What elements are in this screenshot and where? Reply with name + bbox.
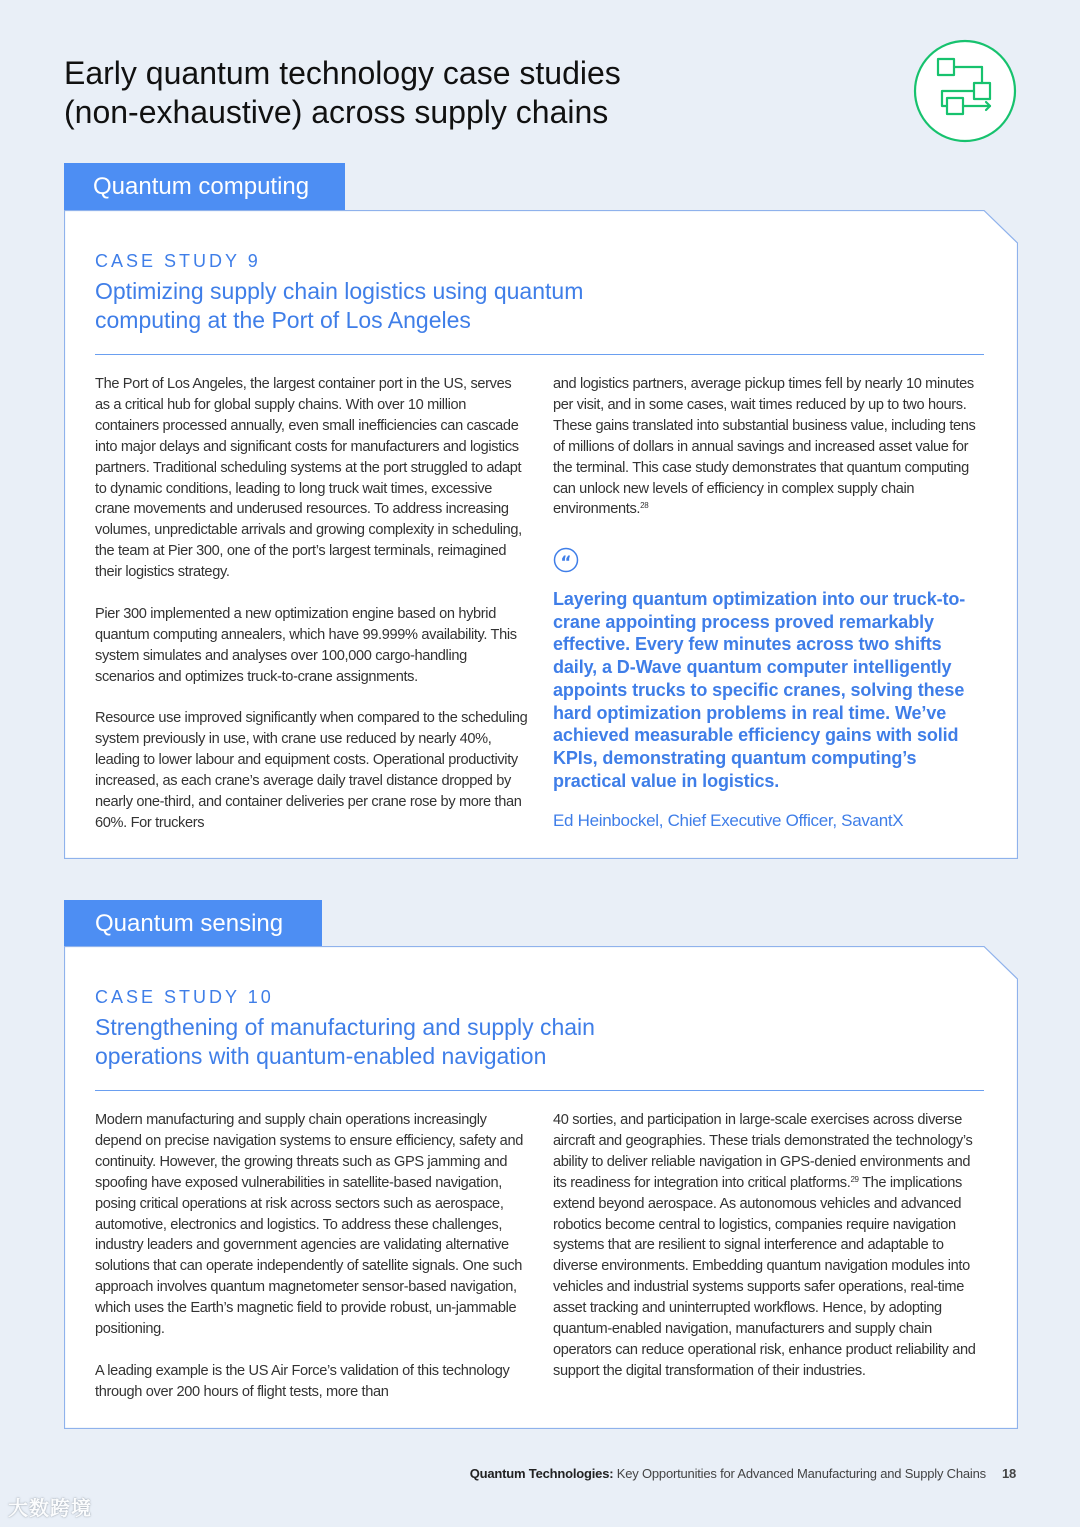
section-tab-quantum-sensing xyxy=(64,900,322,948)
case-title-line-1: Strengthening of manufacturing and supply chain xyxy=(95,1014,595,1040)
right-column xyxy=(553,1110,987,1382)
process-flow-icon xyxy=(912,38,1018,144)
case-study-9-panel xyxy=(64,210,1018,859)
left-column xyxy=(95,374,529,834)
footer-publication-subtitle: Key Opportunities for Advanced Manufacturing and Supply Chains xyxy=(613,1466,986,1481)
page-title-line-2: (non-exhaustive) across supply chains xyxy=(64,94,609,130)
paragraph: A leading example is the US Air Force’s validation of this technology through over 200 hours of flight tests, more than xyxy=(95,1362,510,1400)
watermark xyxy=(8,1492,92,1521)
paragraph xyxy=(553,374,985,520)
case-title-line-2: computing at the Port of Los Angeles xyxy=(95,307,471,333)
case-study-label: CASE STUDY 10 xyxy=(95,987,274,1007)
footer-publication-title: Quantum Technologies: xyxy=(469,1466,614,1481)
footnote-ref: 29 xyxy=(850,1174,859,1184)
watermark-text: 大数跨境 xyxy=(8,1498,92,1520)
svg-text:“: “ xyxy=(560,553,572,573)
right-column xyxy=(553,374,985,520)
paragraph xyxy=(553,1110,987,1382)
page-footer xyxy=(470,1466,1016,1481)
quote-icon xyxy=(553,547,579,573)
section-tab-quantum-computing xyxy=(64,163,345,211)
paragraph: Modern manufacturing and supply chain operations increasingly depend on precise navigation systems to ensure efficiency, safety and continuity. However, the growing threats such as GPS jamming and spoofing have exposed vulnerabilities in satellite-based navigation, posing critical operations at risk across sectors such as aerospace, automotive, electronics and logistics. To address these challenges, industry leaders and government agencies are validating alternative solutions that can operate independently of satellite signals. One such approach involves quantum magnetometer sensor-based navigation, which uses the Earth’s magnetic field to provide robust, un-jammable positioning. xyxy=(95,1112,523,1338)
paragraph-text: 40 sorties, and participation in large-scale exercises across diverse aircraft and geographies. These trials demonstrated the technology’s ability to deliver reliable navigation in GPS-denied environments and its readiness for integration into critical platforms. xyxy=(553,1112,973,1191)
paragraph-text: The implications extend beyond aerospace. As autonomous vehicles and advanced robotics become central to logistics, companies require navigation systems that are resilient to signal interference and adaptable to diverse environments. Embedding quantum navigation modules into vehicles and industrial systems supports safer operations, real-time asset tracking and uninterrupted workflows. Hence, by adopting quantum-enabled navigation, manufacturers and supply chain operators can reduce operational risk, enhance product reliability and support the digital transformation of their industries. xyxy=(553,1174,976,1379)
section-tab-label: Quantum computing xyxy=(93,173,310,200)
paragraph: Resource use improved significantly when compared to the scheduling system previously in use, with crane use reduced by nearly 40%, leading to lower labour and equipment costs. Operational productivity increased, as each crane’s average daily travel distance dropped by nearly one-third, and container deliveries per crane rose by more than 60%. For truckers xyxy=(95,710,528,831)
case-study-title xyxy=(95,277,715,335)
case-study-label: CASE STUDY 9 xyxy=(95,251,261,271)
divider xyxy=(95,1090,984,1091)
case-study-title xyxy=(95,1013,715,1071)
case-title-line-1: Optimizing supply chain logistics using quantum xyxy=(95,278,584,304)
divider xyxy=(95,354,984,355)
page-title-line-1: Early quantum technology case studies xyxy=(64,55,621,91)
section-tab-label: Quantum sensing xyxy=(95,910,284,937)
page-title xyxy=(64,54,784,132)
page-number: 18 xyxy=(1001,1466,1016,1481)
pull-quote: Layering quantum optimization into our truck-to-crane appointing process proved remarkably effective. Every few minutes across two shifts daily, a D-Wave quantum computer intelligently appoints trucks to specific cranes, solving these hard optimization problems in real time. We’ve achieved measurable efficiency gains with solid KPIs, demonstrating quantum computing’s practical value in logistics. xyxy=(553,589,966,791)
quote-attribution: Ed Heinbockel, Chief Executive Officer, SavantX xyxy=(553,811,904,830)
case-study-10-panel xyxy=(64,946,1018,1429)
footnote-ref: 28 xyxy=(640,501,649,511)
paragraph-text: and logistics partners, average pickup times fell by nearly 10 minutes per visit, and in some cases, wait times reduced by up to two hours. These gains translated into substantial business value, including tens of millions of dollars in annual savings and increased asset value for the terminal. This case study demonstrates that quantum computing can unlock new levels of efficiency in complex supply chain environments. xyxy=(553,376,976,518)
paragraph: The Port of Los Angeles, the largest container port in the US, serves as a critical hub for global supply chains. With over 10 million containers processed annually, even small inefficiencies can cascade into major delays and significant costs for manufacturers and logistics partners. Traditional scheduling systems at the port struggled to adapt to dynamic conditions, leading to long truck wait times, excessive crane movements and underused resources. To address increasing volumes, unpredictable arrivals and growing complexity in scheduling, the team at Pier 300, one of the port’s largest terminals, reimagined their logistics strategy. xyxy=(95,376,522,581)
case-title-line-2: operations with quantum-enabled navigation xyxy=(95,1043,547,1069)
left-column xyxy=(95,1110,529,1403)
paragraph: Pier 300 implemented a new optimization engine based on hybrid quantum computing annealers, which have 99.999% availability. This system simulates and analyses over 100,000 cargo-handling scenarios and optimizes truck-to-crane assignments. xyxy=(95,605,517,685)
